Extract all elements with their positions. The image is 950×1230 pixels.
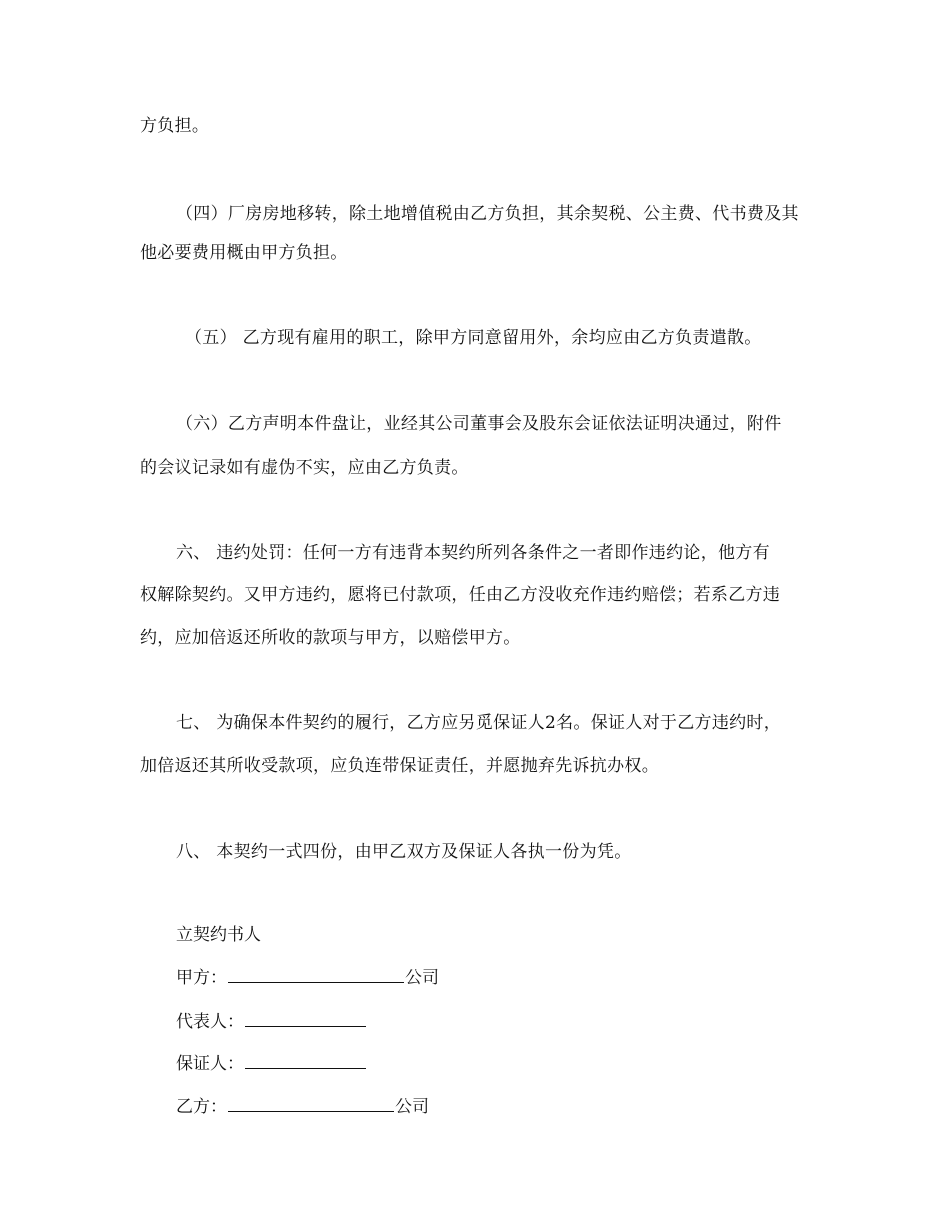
- party-a-label: 甲方：: [176, 968, 227, 988]
- party-b-line: [176, 1094, 429, 1119]
- representative-label: 代表人：: [176, 1012, 244, 1032]
- clause-4-line-1: （四）厂房房地移转，除土地增值税由乙方负担，其余契税、公主费、代书费及其: [176, 204, 799, 224]
- guarantor-line: [176, 1051, 367, 1076]
- party-b-blank[interactable]: [228, 1094, 394, 1112]
- party-b-label: 乙方：: [176, 1097, 227, 1117]
- section-8-line-1: 八、 本契约一式四份，由甲乙双方及保证人各执一份为凭。: [176, 842, 632, 862]
- guarantor-label: 保证人：: [176, 1054, 244, 1074]
- representative-line: [176, 1009, 367, 1034]
- clause-6-line-2: 的会议记录如有虚伪不实，应由乙方负责。: [140, 458, 469, 478]
- signature-heading: 立契约书人: [176, 925, 261, 945]
- clause-5-line-1: （五） 乙方现有雇用的职工，除甲方同意留用外，余均应由乙方负责遣散。: [185, 328, 762, 348]
- guarantor-blank[interactable]: [245, 1051, 366, 1069]
- paragraph-continuation: 方负担。: [140, 116, 210, 136]
- section-7-line-1: 七、 为确保本件契约的履行，乙方应另觅保证人2名。保证人对于乙方违约时，: [176, 713, 782, 733]
- party-a-blank[interactable]: [228, 965, 404, 983]
- party-a-suffix: 公司: [405, 968, 439, 988]
- representative-blank[interactable]: [245, 1009, 366, 1027]
- section-7-line-2: 加倍返还其所收受款项，应负连带保证责任，并愿抛弃先诉抗办权。: [140, 756, 659, 776]
- clause-6-line-1: （六）乙方声明本件盘让，业经其公司董事会及股东会证依法证明决通过，附件: [176, 414, 782, 434]
- section-6-line-3: 约，应加倍返还所收的款项与甲方，以赔偿甲方。: [140, 628, 521, 648]
- section-6-line-1: 六、 违约处罚：任何一方有违背本契约所列各条件之一者即作违约论，他方有: [176, 543, 770, 563]
- party-b-suffix: 公司: [395, 1097, 429, 1117]
- clause-4-line-2: 他必要费用概由甲方负担。: [140, 243, 348, 263]
- party-a-line: [176, 965, 439, 990]
- section-6-line-2: 权解除契约。又甲方违约，愿将已付款项，任由乙方没收充作违约赔偿；若系乙方违: [140, 585, 781, 605]
